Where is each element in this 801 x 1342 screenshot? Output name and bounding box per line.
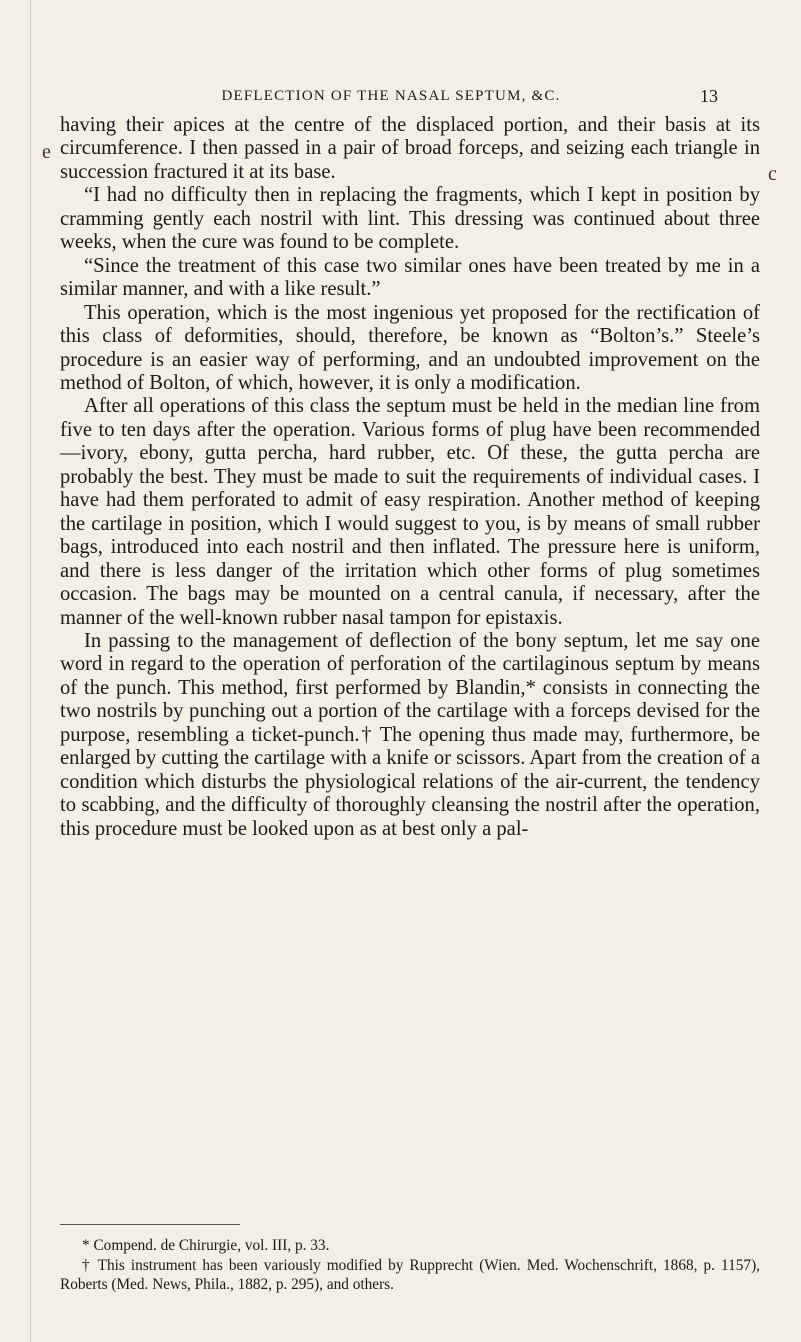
body-text bbox=[60, 114, 760, 841]
margin-mark-left: e bbox=[42, 141, 51, 163]
margin-mark-right: c bbox=[768, 163, 777, 185]
paragraph: “Since the treatment of this case two similar ones have been treated by me in a similar manner, and with a like result.” bbox=[60, 254, 760, 301]
paragraph: This operation, which is the most ingenious yet proposed for the rectification of this class of deformities, should, therefore, be known as “Bolton’s.” Steele’s procedure is an easier way of performing, and an undoubted improvement on the method of Bolton, of which, however, it is only a modification. bbox=[60, 301, 760, 394]
paragraph: “I had no difficulty then in replacing the fragments, which I kept in position by cramming gently each nostril with lint. This dressing was continued about three weeks, when the cure was found to be complete. bbox=[60, 184, 760, 254]
page-gutter-shadow bbox=[30, 0, 31, 1342]
footnote-rule bbox=[60, 1224, 240, 1225]
page-number: 13 bbox=[700, 86, 718, 106]
footnote: † This instrument has been variously modified by Rupprecht (Wien. Med. Wochenschrift, 1868, p. 1157), Roberts (Med. News, Phila., 1882, p. 295), and others. bbox=[60, 1257, 760, 1293]
running-title: DEFLECTION OF THE NASAL SEPTUM, &C. bbox=[221, 88, 561, 104]
footnote: * Compend. de Chirurgie, vol. III, p. 33. bbox=[82, 1237, 330, 1254]
footnotes bbox=[60, 1236, 760, 1295]
paragraph: After all operations of this class the septum must be held in the median line from five to ten days after the operation. Various forms of plug have been recommended—ivory, ebony, gutta percha, hard rubber, etc. Of these, the gutta percha are probably the best. They must be made to suit the requirements of individual cases. I have had them perforated to admit of easy respiration. Another method of keeping the cartilage in position, which I would suggest to you, is by means of small rubber bags, introduced into each nostril and then inflated. The pressure here is uniform, and there is less danger of the irritation which other forms of plug sometimes occasion. The bags may be mounted on a central canula, if necessary, after the manner of the well-known rubber nasal tampon for epistaxis. bbox=[60, 395, 760, 629]
paragraph: In passing to the management of deflection of the bony septum, let me say one word in regard to the operation of perforation of the cartilaginous septum by means of the punch. This method, first performed by Blandin,* consists in connecting the two nostrils by punching out a portion of the cartilage with a forceps devised for the purpose, resembling a ticket-punch.† The opening thus made may, furthermore, be enlarged by cutting the cartilage with a knife or scissors. Apart from the creation of a condition which disturbs the physiological relations of the air-current, the tendency to scabbing, and the difficulty of thoroughly cleansing the nostril after the operation, this procedure must be looked upon as at best only a pal- bbox=[60, 629, 760, 840]
paragraph: having their apices at the centre of the displaced portion, and their basis at its circumference. I then passed in a pair of broad forceps, and seizing each triangle in succession fractured it at its base. bbox=[60, 114, 760, 183]
